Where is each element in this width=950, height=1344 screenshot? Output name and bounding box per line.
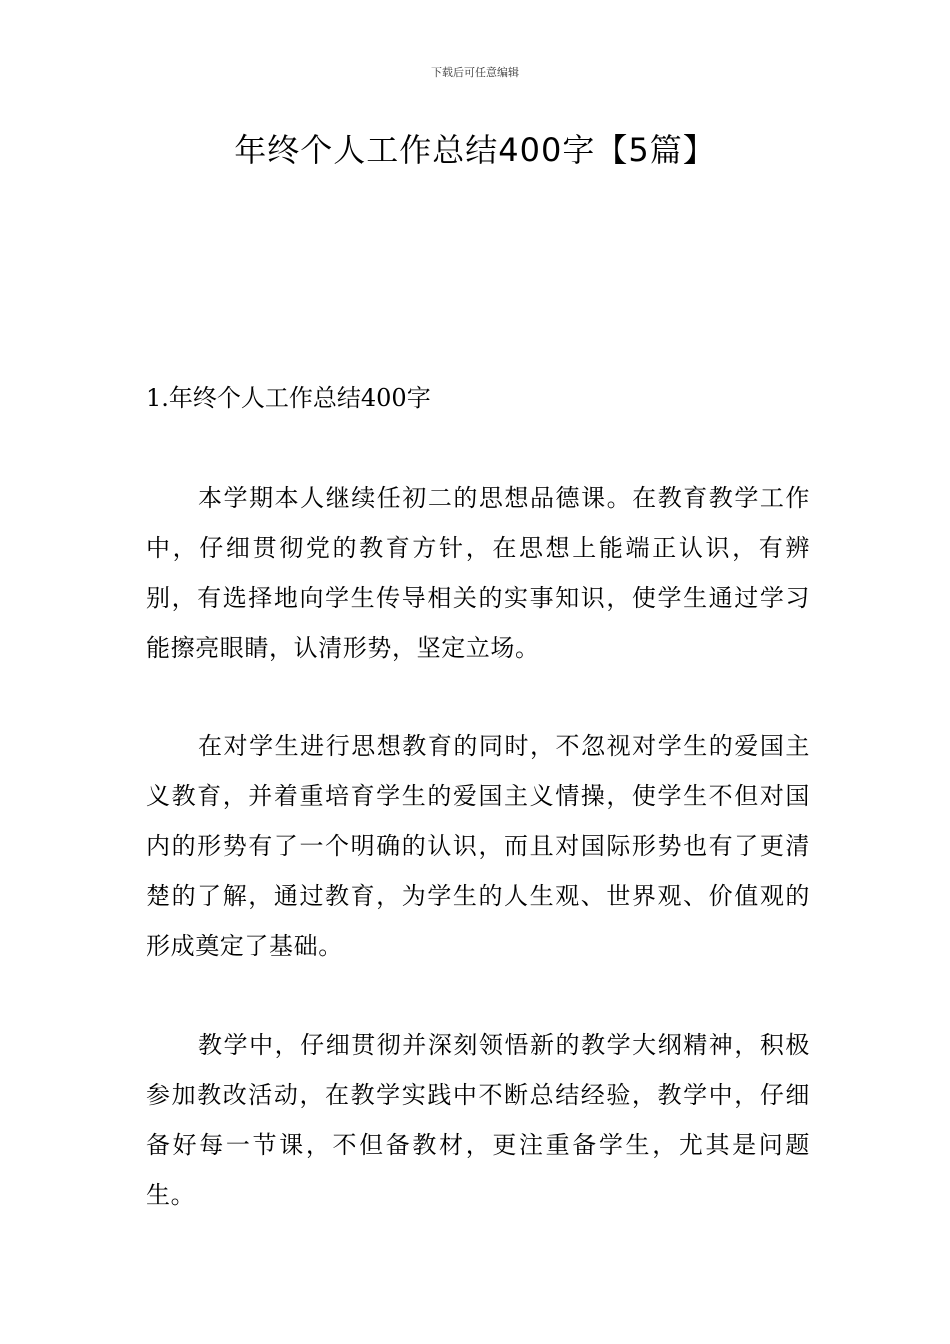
section-heading: 1.年终个人工作总结400字 xyxy=(146,384,431,412)
paragraph-3: 教学中，仔细贯彻并深刻领悟新的教学大纲精神，积极参加教改活动，在教学实践中不断总结经验，教学中，仔细备好每一节课，不但备教材，更注重备学生，尤其是问题生。 xyxy=(146,1031,810,1209)
paragraph-2: 在对学生进行思想教育的同时，不忽视对学生的爱国主义教育，并着重培育学生的爱国主义情操，使学生不但对国内的形势有了一个明确的认识，而且对国际形势也有了更清楚的了解，通过教育，为学生的人生观、世界观、价值观的形成奠定了基础。 xyxy=(146,732,810,960)
header-note: 下载后可任意编辑 xyxy=(431,66,519,79)
paragraph-1: 本学期本人继续任初二的思想品德课。在教育教学工作中，仔细贯彻党的教育方针，在思想上能端正认识，有辨别，有选择地向学生传导相关的实事知识，使学生通过学习能擦亮眼睛，认清形势，坚定立场。 xyxy=(146,484,810,662)
document-title: 年终个人工作总结400字【5篇】 xyxy=(234,131,716,169)
